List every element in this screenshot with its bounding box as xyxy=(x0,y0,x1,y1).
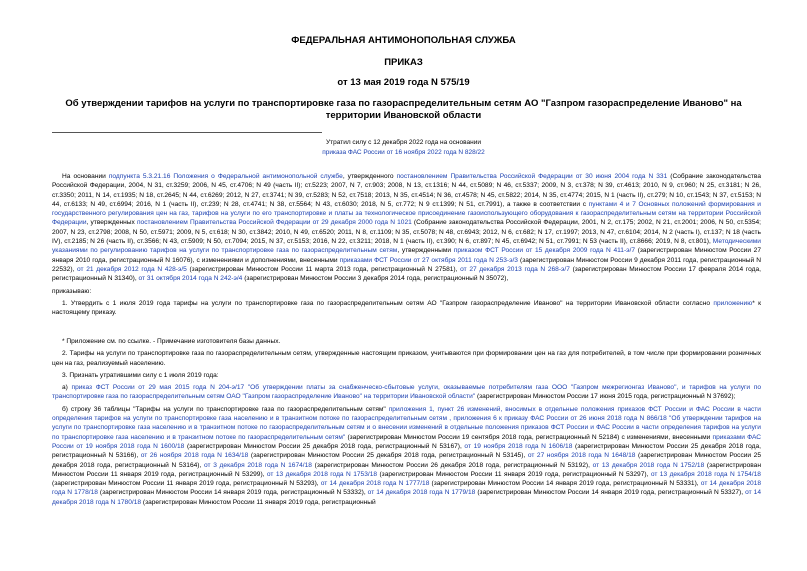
clause-2: 2. Тарифы на услуги по транспортировке газа по газораспределительным сетям, утвержденные настоящим приказом, учитываются при формировании цен на газ для потребителей, в том числе при формировании розничных цен на газ, реализуемый населению. xyxy=(52,350,761,367)
text-run: (зарегистрирован Минюстом России 25 декабря 2018 года, регистрационный N 53164), xyxy=(52,452,762,469)
document-title: Об утверждении тарифов на услуги по транспортировке газа по газораспределительным сетям АО "Газпром газораспределение Иваново" на территории Ивановской области xyxy=(65,98,742,121)
decree-1021-link[interactable]: постановлением Правительства Российской Федерации от 29 декабря 2000 года N 1021 xyxy=(136,219,412,227)
fas-order-1780-link[interactable]: от 14 декабря 2018 года N 1780/18 xyxy=(52,489,761,506)
fst-order-428-link[interactable]: от 21 декабря 2012 года N 428-э/5 xyxy=(77,265,187,273)
clause-1 xyxy=(52,299,761,318)
preamble-block xyxy=(52,172,761,320)
text-run: (зарегистрирован Минюстом России 11 января 2019 года, регистрационный N 53297), xyxy=(377,470,651,478)
fas-order-1754-link[interactable]: от 13 декабря 2018 года N 1754/18 xyxy=(650,470,761,478)
fst-order-268-link[interactable]: от 27 декабря 2013 года N 268-э/7 xyxy=(460,265,570,273)
fst-order-253-link[interactable]: приказами ФСТ России от 27 октября 2011 года N 253-э/3 xyxy=(339,256,518,264)
clause-3: 3. Признать утратившими силу с 1 июля 2019 года: xyxy=(62,371,219,379)
status-note xyxy=(0,138,807,158)
text-run: (зарегистрирован Минюстом России 11 марта 2013 года, регистрационный N 27581), xyxy=(186,265,461,273)
fas-order-1634-link[interactable]: от 26 ноября 2018 года N 1634/18 xyxy=(140,452,249,460)
text-run: (Собрание законодательства Российской Федерации, 2004, N 31, ст.3259; 2006, N 45, ст.4706; N 49 (часть II); ст.5223; 2007, N 7, ст.903; 2008, N 13, ст.1316; N 44, ст.5089; N 46, ст.5337; 2009, N 3, ст.378; N 39, ст.4613; 2010, N 9, ст.960; N 25, ст.3181; N 26, ст.3350; 2011, N 14, ст.1935; N 18, ст.2645; N 44, ст.6269; 2012, N 27, ст.3741; N 39, ст.5283; N 52, ст.7518; 2013, N 35, ст.4514; N 36, ст.4578; N 45, ст.5822; 2014, N 35, ст.4774; 2015, N 1 (часть II), ст.279; N 10, ст.1543; N 37, ст.5153; N 44, ст.6133; N 49, ст.6994; 2016, N 1 (часть II), ст.239; N 28, ст.4741; N 38, ст.5564; N 43, ст.6030; 2018, N 5, ст.772; N 9 ст.1399; N 51, ст.7991), а также в соответствии с xyxy=(52,173,761,208)
basic-provisions-link[interactable]: пунктами 4 и 7 Основных положений формирования и государственного регулирования цен на газ, тарифов на услуги по его транспортировке и платы за технологическое присоединение газоиспользующего оборудования к газораспределительным сетям на территории Российской Федерации xyxy=(52,200,761,227)
fas-order-1753-link[interactable]: от 13 декабря 2018 года N 1753/18 xyxy=(266,470,378,478)
text-run: а) xyxy=(62,384,72,392)
text-run: , утвержденного xyxy=(342,173,397,180)
fas-order-1674-link[interactable]: от 3 декабря 2018 года N 1674/18 xyxy=(204,461,312,469)
text-run: б) строку 36 таблицы "Тарифы на услуги по транспортировке газа по газораспределительным сетям" xyxy=(62,405,389,413)
fst-order-411-link[interactable]: приказом ФСТ России от 15 декабря 2009 года N 411-э/7 xyxy=(453,247,636,255)
document-type: ПРИКАЗ xyxy=(384,57,423,68)
text-run: (зарегистрирован Минюстом России 14 января 2019 года, регистрационный N 53327), xyxy=(475,489,746,497)
preamble-paragraph xyxy=(52,172,761,284)
text-run: (зарегистрирован Минюстом России 25 декабря 2018 года, регистрационный N 53167), xyxy=(184,442,465,450)
text-run: 1. Утвердить с 1 июля 2019 года тарифы на услуги по транспортировке газа по газораспределительным сетям АО "Газпром газораспределение Иваново" на территории Ивановской области согласно xyxy=(62,299,714,307)
text-run: (зарегистрирован Минюстом России 27 января 2010 года, регистрационный N 16076), с изменениями и дополнениями, внесенными xyxy=(52,247,761,264)
government-decree-link[interactable]: постановлением Правительства Российской Федерации от 30 июня 2004 года N 331 xyxy=(396,173,668,180)
appendix-link[interactable]: приложению xyxy=(713,299,753,307)
text-run: (зарегистрирован Минюстом России 26 декабря 2018 года, регистрационный N 53192), xyxy=(311,461,593,469)
appendix-1-link[interactable]: приложения 1, пункт 26 изменений, вносимых в отдельные положения приказов ФСТ России и ФАС России в части определения тарифов на услуги по транспортировке газа населению и в транзитном потоке по газораспределительным сетям , приложения 6 к приказу ФАС России от 26 июня 2018 года N 866/18 "Об утверждении тарифов на услуги по транспортировке газа населению и в транзитном потоке по газораспределительным сетям и о внесении изменений в отдельные положения приказов ФСТ России и ФАС России в части определения тарифов на услуги по транспортировке газа населению и в транзитном потоке по газораспределительным сетям" xyxy=(52,405,761,441)
clauses-block xyxy=(52,337,761,510)
fas-order-1752-link[interactable]: от 13 декабря 2018 года N 1752/18 xyxy=(592,461,705,469)
text-run: , утвержденных xyxy=(86,219,137,227)
header-divider xyxy=(52,132,322,133)
text-run: , утвержденными xyxy=(397,247,454,255)
methodical-guidelines-link[interactable]: Методическими указаниями по регулированию тарифов на услуги по транспортировке газа по газораспределительным сетям xyxy=(52,238,761,255)
text-run: (зарегистрирован Минюстом России 17 июня 2015 года, регистрационный N 37692); xyxy=(475,393,736,401)
text-run: (зарегистрирован Минюстом России 17 февраля 2014 года, регистрационный N 31340), xyxy=(52,265,762,283)
order-word: приказываю: xyxy=(52,287,92,295)
clause-3b xyxy=(52,405,761,507)
agency-name: ФЕДЕРАЛЬНАЯ АНТИМОНОПОЛЬНАЯ СЛУЖБА xyxy=(291,35,516,46)
fas-order-1606-link[interactable]: от 19 ноября 2018 года N 1606/18 xyxy=(464,442,573,450)
text-run: (зарегистрирован Минюстом России 11 января 2019 года, регистрационный xyxy=(141,498,376,506)
fst-order-242-link[interactable]: от 31 октября 2014 года N 242-э/4 xyxy=(138,275,243,283)
text-run: (зарегистрирован Минюстом России 3 декабря 2014 года, регистрационный N 35072), xyxy=(242,275,509,283)
text-run: * к настоящему приказу. xyxy=(52,299,761,317)
text-run: (зарегистрирован Минюстом России 14 января 2019 года, регистрационный N 53332), xyxy=(97,489,368,497)
fas-order-1777-link[interactable]: от 14 декабря 2018 года N 1777/18 xyxy=(320,480,430,488)
status-line: Утратил силу с 12 декабря 2022 года на основании xyxy=(326,139,481,146)
text-run: (зарегистрирован Минюстом России 11 января 2019 года, регистрационный N 53293), xyxy=(52,480,321,488)
text-run: (зарегистрирован Минюстом России 19 сентября 2018 года, регистрационный N 52184) с изменениями, внесенными xyxy=(345,433,713,441)
regulation-link[interactable]: подпункта 5.3.21.16 Положения о Федеральной антимонопольной службе xyxy=(108,173,343,180)
fas-order-1648-link[interactable]: от 27 ноября 2018 года N 1648/18 xyxy=(527,452,636,460)
repeal-order-link[interactable]: приказа ФАС России от 16 ноября 2022 года N 828/22 xyxy=(322,149,485,156)
text-run: (зарегистрирован Минюстом России 9 декабря 2011 года, регистрационный N 22532), xyxy=(52,256,761,273)
text-run: (зарегистрирован Минюстом России 25 декабря 2018 года, регистрационный N 53166), xyxy=(52,442,761,460)
fas-order-1778-link[interactable]: от 14 декабря 2018 года N 1778/18 xyxy=(52,480,761,497)
text-run: (зарегистрирован Минюстом России 14 января 2019 года, регистрационный N 53331), xyxy=(429,480,701,488)
document-date-number: от 13 мая 2019 года N 575/19 xyxy=(337,77,470,88)
fst-order-204-link[interactable]: приказ ФСТ России от 29 мая 2015 года N 204-э/17 "Об утверждении платы за снабженческо-сбытовые услуги, оказываемые потребителям газа ООО "Газпром межрегионгаз Иваново", и тарифов на услуги по транспортировке газа по газораспределительным сетям ОАО "Газпром газораспределение Иваново" на территории Ивановской области" xyxy=(52,384,761,401)
clause-3a xyxy=(52,383,761,402)
fas-order-1779-link[interactable]: от 14 декабря 2018 года N 1779/18 xyxy=(367,489,476,497)
text-run: (зарегистрирован Минюстом России 11 января 2019 года, регистрационный N 53299), xyxy=(52,461,761,478)
text-run: На основании xyxy=(62,173,109,180)
text-run: (Собрание законодательства Российской Федерации, 2001, N 2, ст.175; 2002, N 21, ст.2001; 2006, N 50, ст.5354; 2007, N 23, ст.2798; 2008, N 50, ст.5971; 2009, N 5, ст.618; N 30, ст.3842; 2010, N 49, ст.6520; 2011, N 8, ст.1109; N 35, ст.5078; N 48, ст.6943; 2012, N 6, ст.682; N 17, ст.1997; 2013, N 47, ст.6104; 2014, N 2 (часть I), ст.137; N 18 (часть IV), ст.2185; N 26 (часть II), ст.3566; N 43, ст.5909; N 50, ст.7094; 2015, N 37, ст.5153; 2016, N 22, ст.3211; 2018, N 1 (часть II), ст.390; N 6, ст.897; N 45, ст.6942; N 51, ст.7991; N 53 (часть II), ст.8666; 2019, N 8, ст.801), xyxy=(52,219,762,246)
footnote: * Приложение см. по ссылке. - Примечание изготовителя базы данных. xyxy=(62,338,281,345)
text-run: (зарегистрирован Минюстом России 25 декабря 2018 года, регистрационный N 53145), xyxy=(248,452,528,460)
fas-order-1600-link[interactable]: приказами ФАС России от 19 ноября 2018 года N 1600/18 xyxy=(52,433,761,450)
